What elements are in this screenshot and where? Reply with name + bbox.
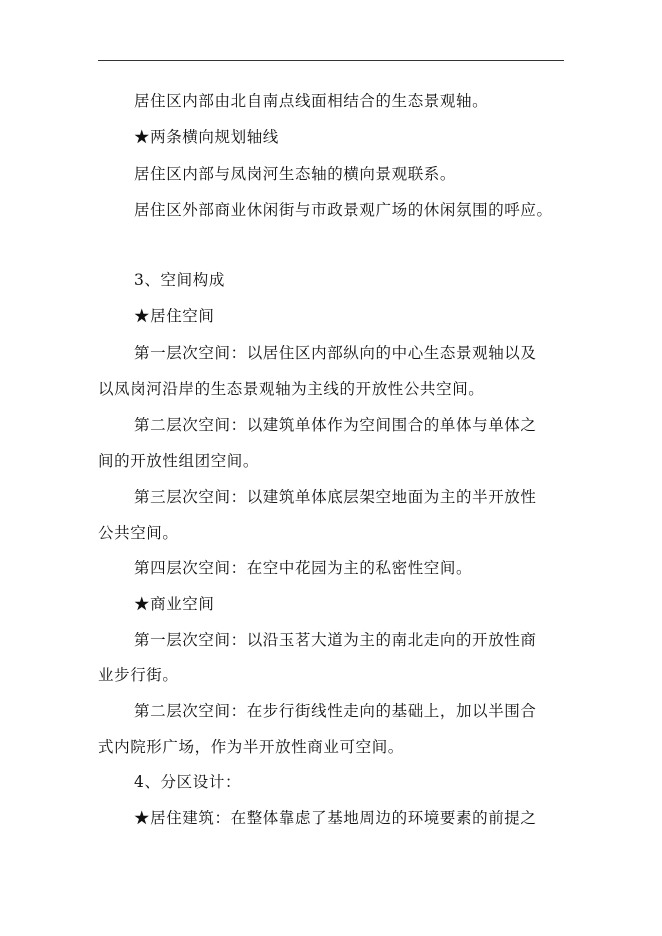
section-heading: 3、空间构成 — [134, 271, 225, 289]
paragraph-line: ★居住建筑：在整体靠虑了基地周边的环境要素的前提之 — [134, 809, 537, 827]
paragraph-line: 居住区内部由北自南点线面相结合的生态景观轴。 — [134, 92, 489, 110]
paragraph-line: 第三层次空间：以建筑单体底层架空地面为主的半开放性 — [134, 488, 537, 506]
section-heading: 4、分区设计： — [134, 773, 242, 791]
paragraph-line: 公共空间。 — [98, 524, 179, 542]
paragraph-line: 第二层次空间：在步行街线性走向的基础上，加以半围合 — [134, 702, 537, 720]
header-rule — [98, 60, 564, 61]
paragraph-line: 间的开放性组团空间。 — [98, 452, 260, 470]
subheading-line: ★两条横向规划轴线 — [134, 128, 279, 146]
paragraph-line: 第二层次空间：以建筑单体作为空间围合的单体与单体之 — [134, 416, 537, 434]
paragraph-line: 居住区内部与凤岗河生态轴的横向景观联系。 — [134, 165, 457, 183]
subheading-line: ★商业空间 — [134, 595, 215, 613]
paragraph-line: 第一层次空间：以沿玉茗大道为主的南北走向的开放性商 — [134, 631, 537, 649]
subheading-line: ★居住空间 — [134, 307, 215, 325]
paragraph-line: 式内院形广场，作为半开放性商业可空间。 — [98, 738, 404, 756]
paragraph-line: 第一层次空间：以居住区内部纵向的中心生态景观轴以及 — [134, 344, 537, 362]
paragraph-line: 第四层次空间：在空中花园为主的私密性空间。 — [134, 559, 473, 577]
paragraph-line: 业步行街。 — [98, 666, 179, 684]
paragraph-line: 以凤岗河沿岸的生态景观轴为主线的开放性公共空间。 — [98, 380, 485, 398]
paragraph-line: 居住区外部商业休闲街与市政景观广场的休闲氛围的呼应。 — [134, 201, 553, 219]
